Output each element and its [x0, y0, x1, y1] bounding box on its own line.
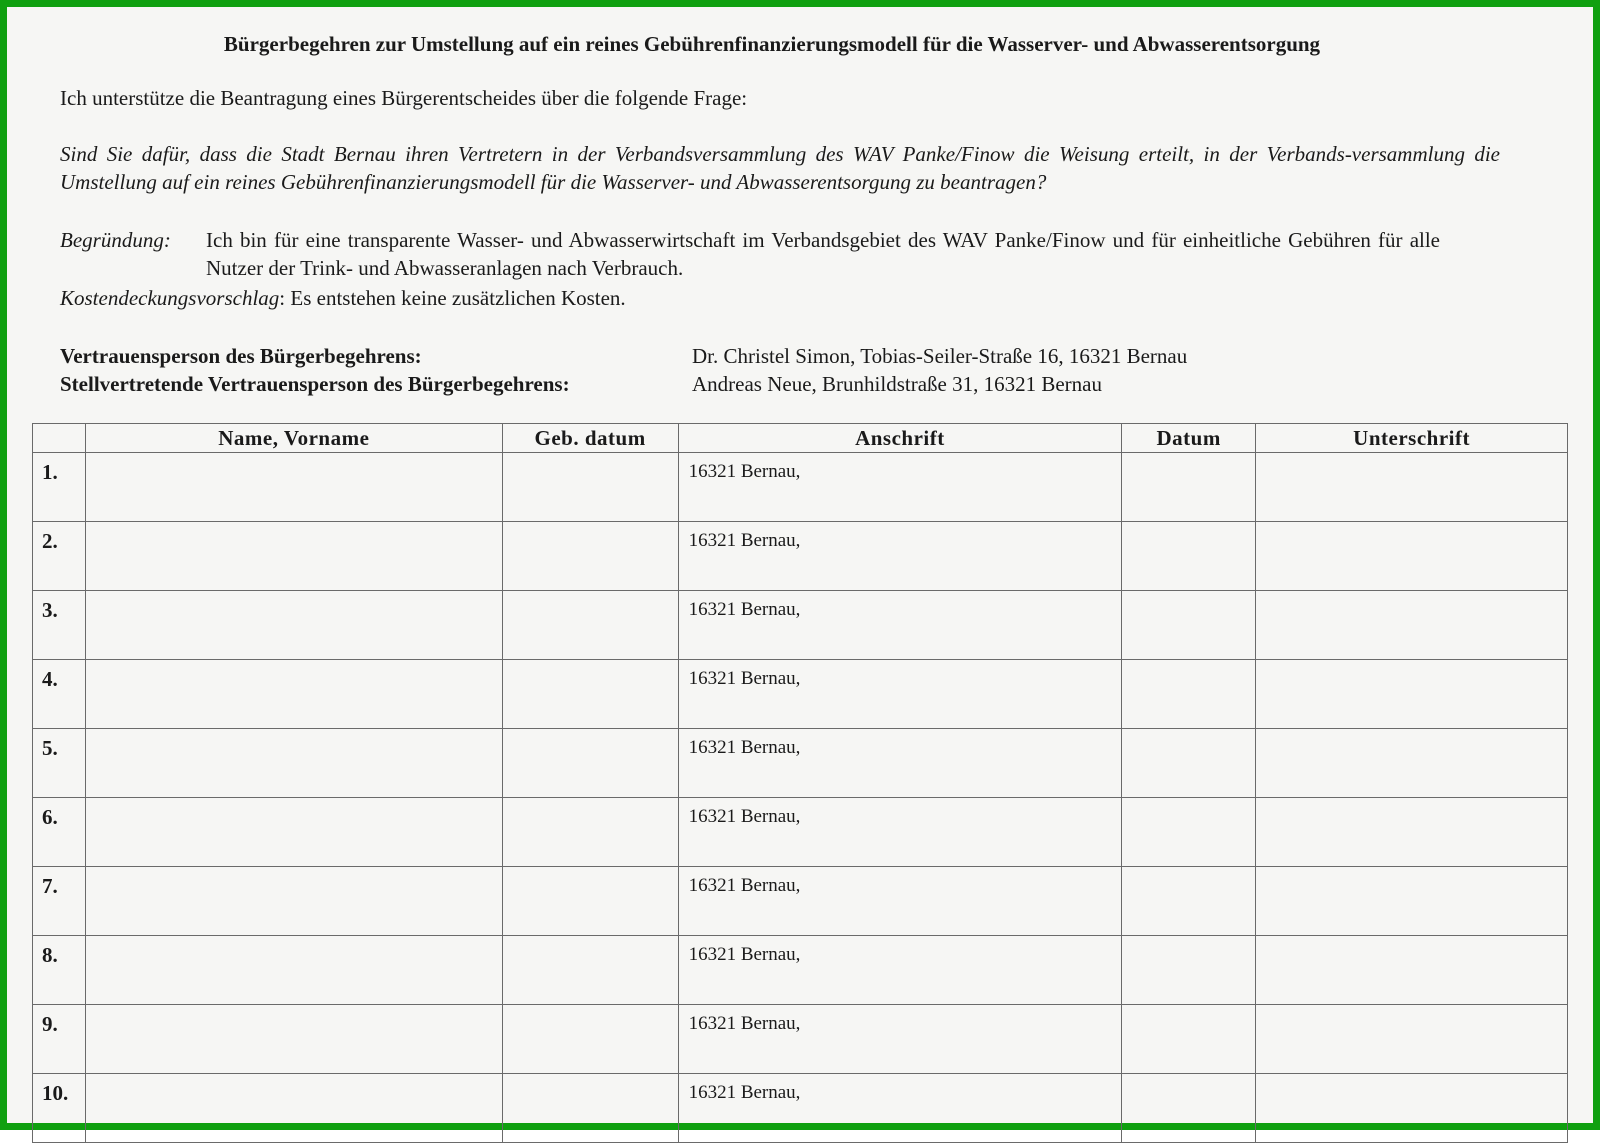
date-cell[interactable] [1122, 867, 1256, 936]
table-row [33, 1005, 1568, 1074]
address-cell[interactable]: 16321 Bernau, [678, 729, 1122, 798]
row-number: 6. [33, 798, 86, 867]
contacts-block [60, 342, 1187, 398]
header-address: Anschrift [678, 424, 1122, 453]
date-cell[interactable] [1122, 798, 1256, 867]
row-number: 7. [33, 867, 86, 936]
table-row [33, 936, 1568, 1005]
reason-label: Begründung: [60, 228, 171, 252]
name-cell[interactable] [85, 1005, 502, 1074]
signature-cell[interactable] [1256, 1074, 1568, 1143]
date-cell[interactable] [1122, 1074, 1256, 1143]
deputy-contact-label: Stellvertretende Vertrauensperson des Bürgerbegehrens: [60, 372, 570, 396]
birthdate-cell[interactable] [502, 1074, 678, 1143]
name-cell[interactable] [85, 729, 502, 798]
signature-cell[interactable] [1256, 1005, 1568, 1074]
address-cell[interactable]: 16321 Bernau, [678, 453, 1122, 522]
row-number: 10. [33, 1074, 86, 1143]
signature-cell[interactable] [1256, 591, 1568, 660]
signature-cell[interactable] [1256, 522, 1568, 591]
name-cell[interactable] [85, 660, 502, 729]
row-number: 1. [33, 453, 86, 522]
primary-contact-value: Dr. Christel Simon, Tobias-Seiler-Straße 16, 16321 Bernau [692, 344, 1188, 368]
birthdate-cell[interactable] [502, 453, 678, 522]
table-row [33, 729, 1568, 798]
name-cell[interactable] [85, 798, 502, 867]
row-number: 8. [33, 936, 86, 1005]
header-signature: Unterschrift [1256, 424, 1568, 453]
signature-cell[interactable] [1256, 798, 1568, 867]
deputy-contact-value: Andreas Neue, Brunhildstraße 31, 16321 Bernau [692, 372, 1102, 396]
table-row [33, 453, 1568, 522]
date-cell[interactable] [1122, 591, 1256, 660]
birthdate-cell[interactable] [502, 591, 678, 660]
address-cell[interactable]: 16321 Bernau, [678, 522, 1122, 591]
row-number: 9. [33, 1005, 86, 1074]
header-number [33, 424, 86, 453]
date-cell[interactable] [1122, 936, 1256, 1005]
deputy-contact-row [60, 370, 1187, 398]
name-cell[interactable] [85, 591, 502, 660]
cost-label: Kostendeckungsvorschlag [60, 286, 280, 310]
birthdate-cell[interactable] [502, 867, 678, 936]
address-cell[interactable]: 16321 Bernau, [678, 1005, 1122, 1074]
birthdate-cell[interactable] [502, 936, 678, 1005]
header-name: Name, Vorname [85, 424, 502, 453]
date-cell[interactable] [1122, 1005, 1256, 1074]
intro-text: Ich unterstütze die Beantragung eines Bürgerentscheides über die folgende Frage: [60, 86, 748, 110]
name-cell[interactable] [85, 453, 502, 522]
name-cell[interactable] [85, 867, 502, 936]
table-row [33, 1074, 1568, 1143]
row-number: 3. [33, 591, 86, 660]
primary-contact-row [60, 342, 1187, 370]
reason-text: Ich bin für eine transparente Wasser- und Abwasserwirtschaft im Verbandsgebiet des WAV Panke/Finow und für einheitliche Gebühren für alle Nutzer der Trink- und Abwasseranlagen nach Verbrauch. [206, 228, 1440, 280]
row-number: 5. [33, 729, 86, 798]
signature-table [32, 423, 1568, 1143]
name-cell[interactable] [85, 522, 502, 591]
address-cell[interactable]: 16321 Bernau, [678, 660, 1122, 729]
table-row [33, 660, 1568, 729]
cost-block [60, 284, 626, 312]
reason-block [60, 226, 1500, 282]
address-cell[interactable]: 16321 Bernau, [678, 936, 1122, 1005]
birthdate-cell[interactable] [502, 522, 678, 591]
signature-cell[interactable] [1256, 936, 1568, 1005]
signature-cell[interactable] [1256, 453, 1568, 522]
cost-text: : Es entstehen keine zusätzlichen Kosten. [279, 286, 626, 310]
table-header-row [33, 424, 1568, 453]
address-cell[interactable]: 16321 Bernau, [678, 1074, 1122, 1143]
name-cell[interactable] [85, 936, 502, 1005]
table-row [33, 522, 1568, 591]
question-text: Sind Sie dafür, dass die Stadt Bernau ihren Vertretern in der Verbandsversammlung des WAV Panke/Finow die Weisung erteilt, in der Verbands-versammlung die Umstellung auf ein reines Gebührenfinanzierungsmodell für die Wasserver- und Abwasserentsorgung zu beantragen? [60, 142, 1500, 194]
header-birthdate: Geb. datum [502, 424, 678, 453]
address-cell[interactable]: 16321 Bernau, [678, 867, 1122, 936]
table-row [33, 867, 1568, 936]
date-cell[interactable] [1122, 660, 1256, 729]
row-number: 4. [33, 660, 86, 729]
date-cell[interactable] [1122, 522, 1256, 591]
address-cell[interactable]: 16321 Bernau, [678, 798, 1122, 867]
address-cell[interactable]: 16321 Bernau, [678, 591, 1122, 660]
date-cell[interactable] [1122, 729, 1256, 798]
signature-cell[interactable] [1256, 660, 1568, 729]
table-row [33, 591, 1568, 660]
signature-cell[interactable] [1256, 867, 1568, 936]
signature-cell[interactable] [1256, 729, 1568, 798]
document-title: Bürgerbegehren zur Umstellung auf ein reines Gebührenfinanzierungsmodell für die Wasserver- und Abwasserentsorgung [223, 32, 1321, 56]
table-row [33, 798, 1568, 867]
birthdate-cell[interactable] [502, 798, 678, 867]
name-cell[interactable] [85, 1074, 502, 1143]
header-date: Datum [1122, 424, 1256, 453]
date-cell[interactable] [1122, 453, 1256, 522]
birthdate-cell[interactable] [502, 1005, 678, 1074]
row-number: 2. [33, 522, 86, 591]
birthdate-cell[interactable] [502, 729, 678, 798]
birthdate-cell[interactable] [502, 660, 678, 729]
primary-contact-label: Vertrauensperson des Bürgerbegehrens: [60, 344, 422, 368]
